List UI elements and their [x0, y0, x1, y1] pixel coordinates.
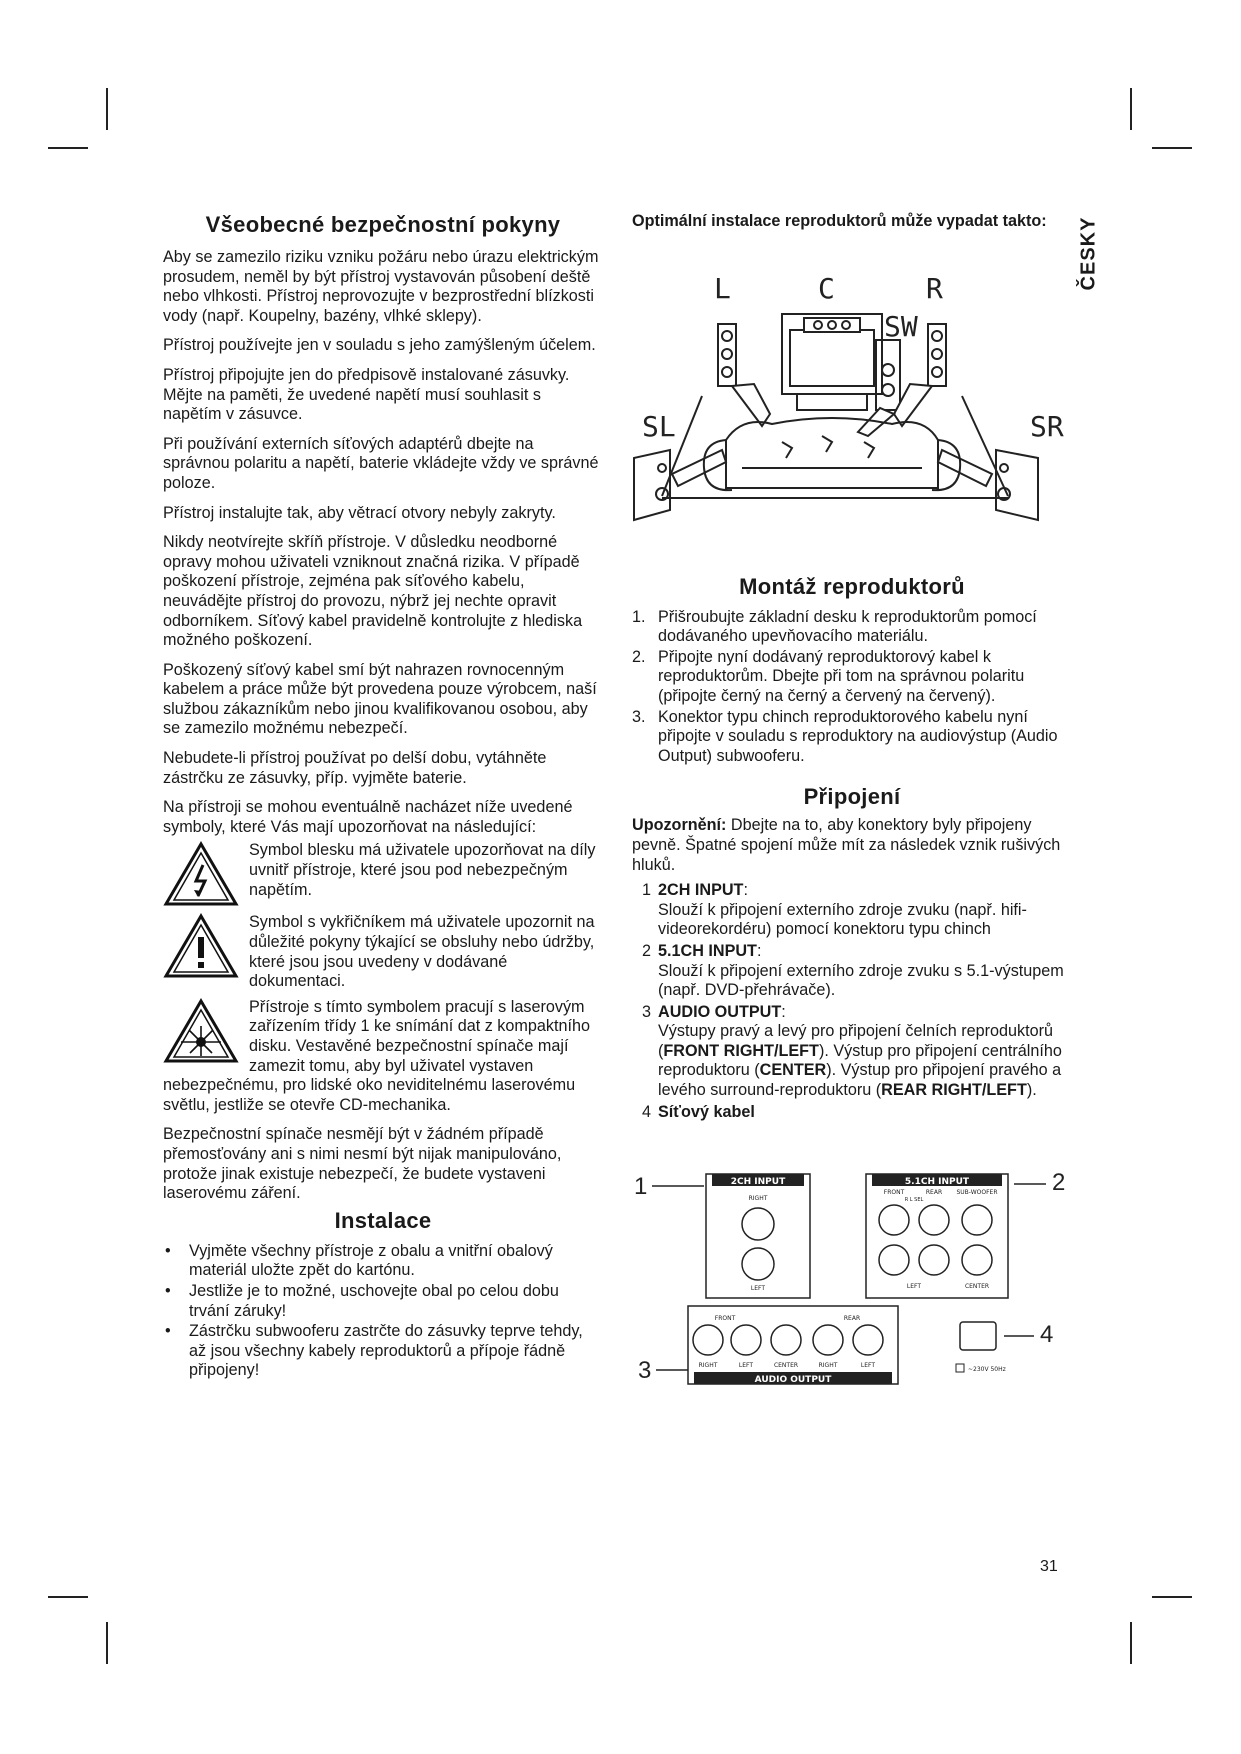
list-item [632, 608, 1072, 647]
callout-2: 2 [1052, 1169, 1066, 1197]
item-title: 2CH INPUT [658, 881, 744, 900]
power-cable-socket [956, 1322, 1006, 1373]
item-number: 3 [642, 1002, 652, 1021]
lightning-warning-icon [163, 841, 239, 907]
crop-mark [1152, 1596, 1192, 1598]
desc-bold: FRONT RIGHT/LEFT [663, 1041, 819, 1060]
item-number: 4 [642, 1102, 652, 1121]
list-item [632, 1103, 1072, 1123]
page-number: 31 [1040, 1558, 1058, 1575]
ch51-header: 5.1CH INPUT [904, 1177, 970, 1188]
desc-bold: CENTER [759, 1061, 827, 1080]
ch51-sub-label: SUB-WOOFER [956, 1189, 998, 1197]
out-jack-label: LEFT [738, 1362, 754, 1370]
label-sr: SR [1030, 409, 1064, 443]
item-suffix: : [756, 941, 762, 960]
right-column [632, 212, 1072, 1390]
label-sl: SL [642, 409, 676, 443]
rca-jack [962, 1205, 992, 1235]
label-c: C [818, 271, 835, 305]
subwoofer [876, 340, 900, 410]
list-item [632, 881, 1072, 940]
language-label: ČESKY [1077, 216, 1100, 291]
crop-mark [48, 1596, 88, 1598]
audio-output-block [688, 1306, 898, 1385]
safety-paragraph: Aby se zamezilo riziku vzniku požáru nebo úrazu elektrickým prosudem, neměl by být přístroj vystavován působení deště nebo vlhkosti. Přístroj neprovozujte v bezprostřední blízkosti vody (např. Koupelny, bazény, vlhké sklepy). [163, 248, 599, 325]
mount-title: Montáž reproduktorů [739, 573, 965, 599]
safety-paragraph: Při používání externích síťových adaptérů dbejte na správnou polaritu a napětí, baterie vkládejte vždy ve správné poloze. [163, 434, 599, 492]
callout-3: 3 [638, 1357, 652, 1385]
desc-part: ). Výstup pro připojení centrálního reproduktoru ( [658, 1041, 1062, 1080]
callout-1: 1 [634, 1173, 648, 1201]
list-item [632, 942, 1072, 1001]
rca-jack [742, 1248, 774, 1280]
safety-paragraph: Přístroj používejte jen v souladu s jeho zamýšleným účelem. [163, 336, 596, 355]
safety-title: Všeobecné bezpečnostní pokyny [205, 212, 561, 237]
sound-direction-arrows [672, 384, 992, 486]
speaker-layout-diagram [632, 236, 1072, 556]
exclamation-warning-icon [163, 913, 239, 979]
rca-jack [771, 1325, 801, 1355]
symbol-text: Symbol s vykřičníkem má uživatele upozornit na důležité pokyny týkající se obsluhy nebo údržby, které jsou jsou uvedeny v dodávané dokumentaci. [249, 913, 595, 991]
crop-mark [106, 1622, 108, 1664]
safety-paragraph: Přístroj instalujte tak, aby větrací otvory nebyly zakryty. [163, 503, 556, 522]
symbol-row [163, 998, 603, 1116]
list-item [632, 708, 1072, 767]
mount-steps [632, 608, 1072, 767]
label-r: R [926, 271, 943, 305]
step-text: Konektor typu chinch reproduktorového kabelu nyní připojte v souladu s reproduktory na audiovýstup (Audio Output) subwooferu. [658, 707, 1058, 765]
list-item [632, 1003, 1072, 1101]
desc-part: Výstupy pravý a levý pro připojení čelních reproduktorů ( [658, 1022, 1053, 1060]
out-header: AUDIO OUTPUT [754, 1375, 832, 1386]
step-text: Přišroubujte základní desku k reproduktorům pomocí dodávaného upevňovacího materiálu. [658, 607, 1037, 646]
install-title: Instalace [334, 1207, 432, 1233]
crop-mark [1130, 1622, 1132, 1664]
crop-mark [48, 147, 88, 149]
item-number: 1 [642, 881, 652, 900]
laser-warning-icon [163, 998, 239, 1064]
ch51-front-label: FRONT [883, 1189, 905, 1197]
list-item: • Zástrčku subwooferu zastrčte do zásuvky teprve tehdy, až jsou všechny kabely reproduktorů a přípoje řádně připojeny! [163, 1322, 603, 1381]
label-l: L [714, 271, 731, 305]
step-number: 1. [632, 607, 646, 626]
list-item [632, 648, 1072, 707]
item-description: Slouží k připojení externího zdroje zvuku (např. hifi-videorekordéru) pomocí konektoru typu chinch [658, 900, 1027, 939]
item-suffix: : [743, 881, 748, 900]
out-jack-label: LEFT [860, 1362, 876, 1370]
safety-paragraph: Nikdy neotvírejte skříň přístroje. V důsledku neodborné opravy mohou uživateli vzniknout značná rizika. V případě poškození přístroje, zejména pak síťového kabelu, neuvádějte přístroj do provozu, nýbrž jej nechte opravit odborníkem. Síťový kabel pravidelně kontrolujte z hlediska možného poškození. [163, 533, 583, 650]
warning-paragraph [632, 816, 1072, 875]
out-front-label: FRONT [714, 1315, 736, 1323]
ch51-left-label: LEFT [906, 1283, 922, 1291]
rca-jack [879, 1245, 909, 1275]
item-suffix: : [781, 1002, 786, 1021]
symbol-text: Přístroje s tímto symbolem pracují s laserovým zařízením třídy 1 ke snímání dat z kompaktního disku. Vestavěné bezpečnostní spínače mají zamezit tomu, aby byl uživatel vystaven nebezpečnému, pro lidské oko neviditelnému laserovému světlu, jestliže se otevře CD-mechanika. [163, 997, 590, 1114]
item-title: 5.1CH INPUT [658, 941, 757, 960]
warning-label: Upozornění: [632, 816, 727, 835]
warning-text: Dbejte na to, aby konektory byly připojeny pevně. Špatné spojení může mít za následek vznik rušivých hluků. [632, 816, 1061, 874]
ch51-center-label: CENTER [964, 1283, 990, 1291]
out-jack-label: RIGHT [818, 1362, 838, 1370]
layout-intro: Optimální instalace reproduktorů může vypadat takto: [632, 212, 1047, 230]
input-51ch-block [866, 1174, 1008, 1298]
ch51-rl-label: R L SEL [904, 1197, 924, 1204]
install-list [163, 1242, 603, 1381]
front-right-speaker [928, 324, 946, 386]
crop-mark [1152, 147, 1192, 149]
out-jack-label: CENTER [773, 1362, 799, 1370]
desc-part: ). Výstup pro připojení pravého a levého surround-reproduktoru ( [658, 1061, 1062, 1100]
list-item: • Jestliže je to možné, uschovejte obal po celou dobu trvání záruky! [163, 1282, 603, 1321]
symbol-row [163, 913, 603, 991]
ch51-rear-label: REAR [925, 1189, 943, 1197]
callout-4: 4 [1040, 1321, 1054, 1349]
item-description: Slouží k připojení externího zdroje zvuku s 5.1-výstupem (např. DVD-přehrávače). [658, 961, 1064, 1000]
rca-jack [919, 1205, 949, 1235]
connect-title: Připojení [803, 784, 901, 810]
rca-jack [742, 1208, 774, 1240]
desc-part: ). [1026, 1081, 1037, 1100]
safety-paragraph: Přístroj připojujte jen do předpisově instalované zásuvky. Mějte na paměti, že uvedené napětí musí souhlasit s napětím v zásuvce. [163, 365, 570, 424]
crop-mark [1130, 88, 1132, 130]
rca-jack [813, 1325, 843, 1355]
language-tab [1074, 212, 1102, 302]
power-label: ~230V 50Hz [968, 1366, 1006, 1374]
out-rear-label: REAR [843, 1315, 861, 1323]
item-number: 2 [642, 941, 652, 960]
sofa [704, 418, 960, 490]
item-description [658, 1022, 1072, 1100]
ch2-left-label: LEFT [750, 1285, 766, 1293]
rca-jack [731, 1325, 761, 1355]
item-title: AUDIO OUTPUT [658, 1002, 782, 1021]
rca-jack [853, 1325, 883, 1355]
rca-jack [919, 1245, 949, 1275]
connection-list [632, 881, 1072, 1122]
item-title: Síťový kabel [658, 1102, 755, 1121]
label-sw: SW [884, 309, 918, 343]
input-2ch-block [706, 1174, 810, 1298]
symbol-row [163, 841, 603, 907]
out-jack-label: RIGHT [698, 1362, 718, 1370]
crop-mark [106, 88, 108, 130]
list-item: • Vyjměte všechny přístroje z obalu a vnitřní obalový materiál uložte zpět do kartónu. [163, 1242, 603, 1281]
safety-paragraph: Bezpečnostní spínače nesmějí být v žádném případě přemosťovány ani s nimi nesmí být nijak manipulováno, protože jinak existuje nebezpečí, že budete vystaveni laserovému záření. [163, 1125, 562, 1203]
rca-jack [693, 1325, 723, 1355]
ch2-right-label: RIGHT [748, 1195, 768, 1203]
safety-paragraph: Nebudete-li přístroj používat po delší dobu, vytáhněte zástrčku ze zásuvky, příp. vyjměte baterie. [163, 749, 547, 787]
rca-jack [879, 1205, 909, 1235]
left-column [163, 212, 603, 1382]
step-number: 2. [632, 647, 646, 666]
safety-paragraph: Na přístroji se mohou eventuálně nacházet níže uvedené symboly, které Vás mají upozorňovat na následující: [163, 798, 573, 836]
front-left-speaker [718, 324, 736, 386]
surround-left-speaker [634, 450, 670, 520]
safety-paragraph: Poškozený síťový kabel smí být nahrazen rovnocenným kabelem a práce může být provedena pouze výrobcem, naší službou zákazníkům nebo jinou kvalifikovanou osobou, aby se zamezilo možnému nebezpečí. [163, 660, 597, 738]
ch2-header: 2CH INPUT [730, 1177, 786, 1188]
step-text: Připojte nyní dodávaný reproduktorový kabel k reproduktorům. Dbejte při tom na správnou polaritu (připojte černý na černý a červený na červený). [658, 647, 1025, 705]
rear-panel-diagram [632, 1160, 1072, 1390]
tv-with-center-speaker [782, 314, 882, 410]
rca-jack [962, 1245, 992, 1275]
desc-bold: REAR RIGHT/LEFT [881, 1081, 1027, 1100]
symbol-text: Symbol blesku má uživatele upozorňovat na díly uvnitř přístroje, které jsou pod nebezpečným napětím. [249, 841, 596, 899]
step-number: 3. [632, 707, 646, 726]
